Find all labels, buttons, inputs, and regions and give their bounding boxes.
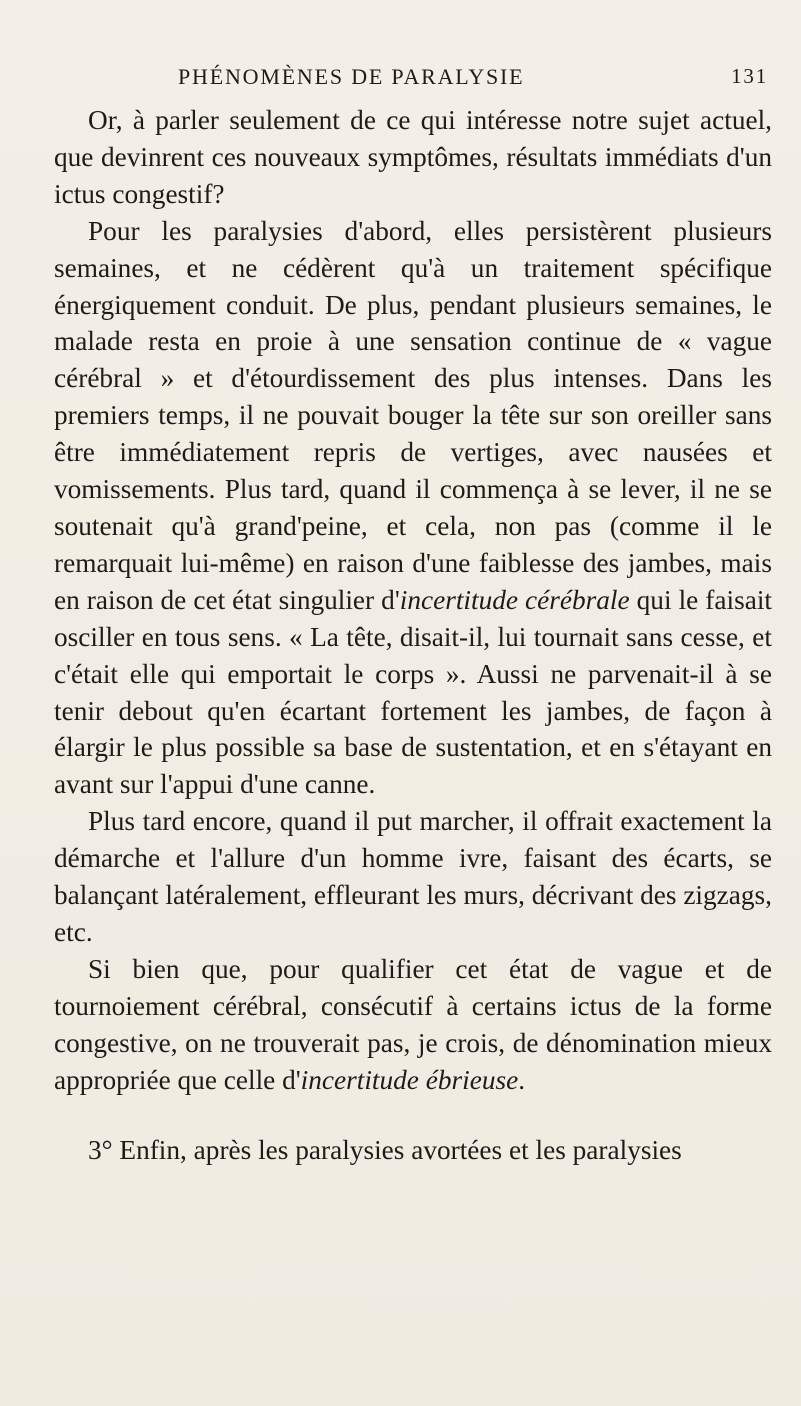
page-number: 131 bbox=[731, 64, 768, 88]
chapter-title: PHÉNOMÈNES DE PARALYSIE bbox=[178, 64, 525, 89]
paragraph-2 bbox=[54, 213, 772, 804]
paragraph-2-text-after: qui le faisait osciller en tous sens. « La tête, disait-il, lui tournait sans cesse, et c'était elle qui emportait le corps ». Aussi ne parvenait-il à se tenir debout qu'en écartant fortement les jambes, de façon à élargir le plus possible sa base de sustentation, et en s'étayant en avant sur l'appui d'une canne. bbox=[54, 584, 772, 800]
italic-term-incertitude-ebrieuse: incertitude ébrieuse bbox=[300, 1064, 519, 1095]
paragraph-4-text-before: Si bien que, pour qualifier cet état de vague et de tournoiement cérébral, consécutif à certains ictus de la forme congestive, on ne trouverait pas, je crois, de dénomination mieux appropriée que celle d' bbox=[54, 953, 772, 1095]
paragraph-5: 3° Enfin, après les paralysies avortées et les paralysies bbox=[88, 1135, 682, 1166]
paragraph-1: Or, à parler seulement de ce qui intéresse notre sujet actuel, que devinrent ces nouveaux symptômes, résultats immédiats d'un ictus congestif? bbox=[54, 105, 772, 209]
paragraph-4-text-after: . bbox=[518, 1064, 526, 1095]
italic-term-incertitude-cerebrale: incertitude cérébrale bbox=[399, 584, 630, 615]
body-text bbox=[54, 102, 772, 1169]
paragraph-3: Plus tard encore, quand il put marcher, il offrait exactement la démarche et l'allure d'un homme ivre, faisant des écarts, se balançant latéralement, effleurant les murs, décrivant des zigzags, etc. bbox=[54, 806, 772, 947]
paragraph-4 bbox=[54, 951, 772, 1099]
running-header bbox=[178, 64, 768, 94]
paragraph-2-text-before: Pour les paralysies d'abord, elles persistèrent plusieurs semaines, et ne cédèrent qu'à un traitement spécifique énergiquement conduit. De plus, pendant plusieurs semaines, le malade resta en proie à une sensation continue de « vague cérébral » et d'étourdissement des plus intenses. Dans les premiers temps, il ne pouvait bouger la tête sur son oreiller sans être immédiatement repris de vertiges, avec nausées et vomissements. Plus tard, quand il commença à se lever, il ne se soutenait qu'à grand'peine, et cela, non pas (comme il le remarquait lui-même) en raison d'une faiblesse des jambes, mais en raison de cet état singulier d' bbox=[54, 215, 772, 615]
